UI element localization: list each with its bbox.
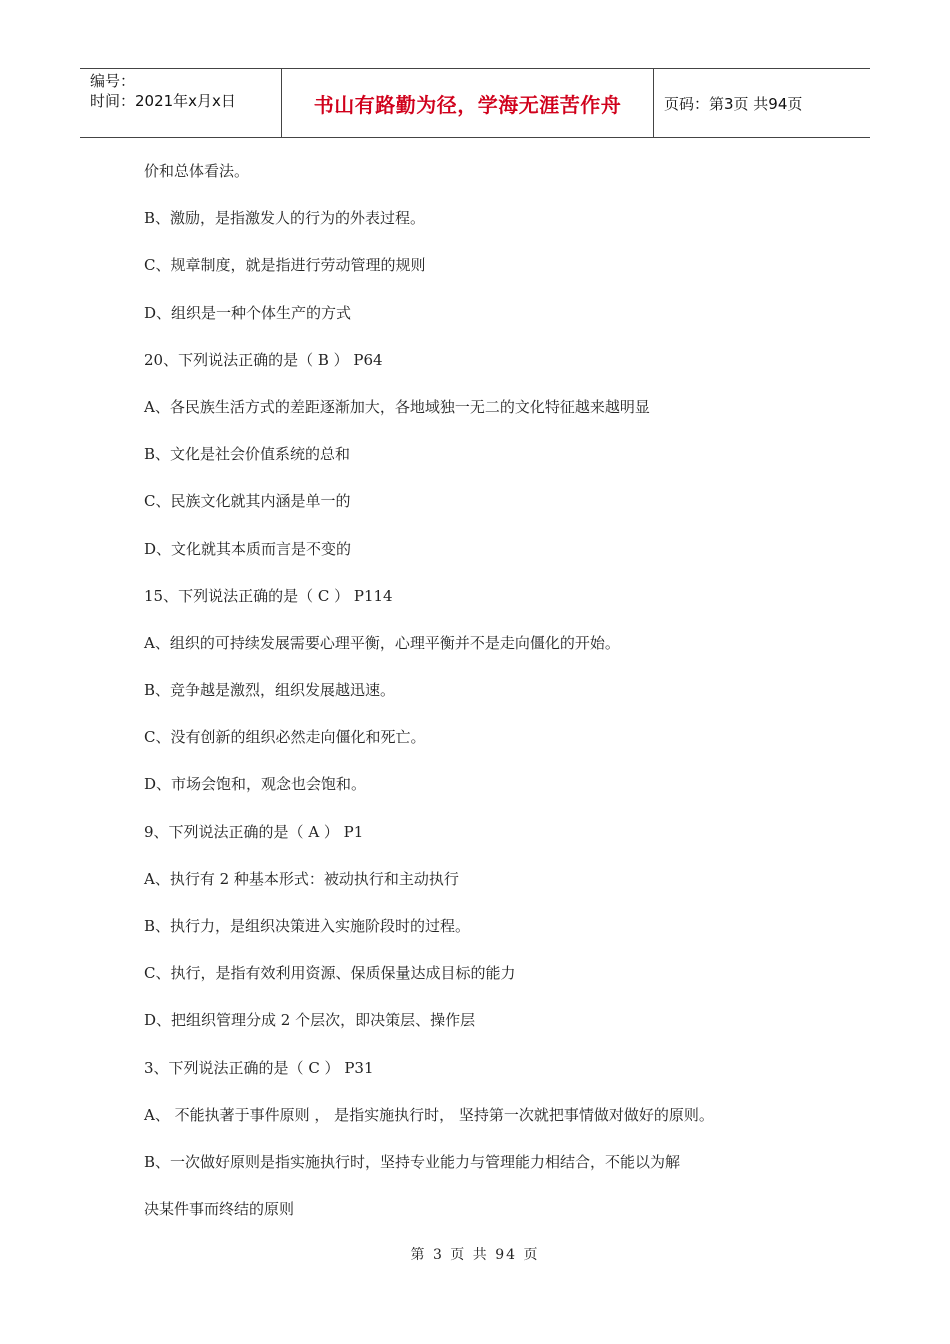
text-line: C、民族文化就其内涵是单一的	[144, 492, 351, 511]
text-line: C、规章制度，就是指进行劳动管理的规则	[144, 256, 426, 275]
document-number-label: 编号：	[90, 72, 136, 90]
question-line: 3、下列说法正确的是（ C ） P31	[144, 1058, 374, 1077]
header-page-number: 页码：第3页 共94页	[664, 94, 803, 113]
text-line: B、一次做好原则是指实施执行时，坚持专业能力与管理能力相结合，不能以为解	[144, 1152, 681, 1171]
text-line: 决某件事而终结的原则	[144, 1200, 295, 1219]
document-time-label: 时间：2021年x月x日	[90, 92, 236, 110]
page-header	[80, 68, 870, 138]
text-line: A、各民族生活方式的差距逐渐加大，各地域独一无二的文化特征越来越明显	[144, 397, 650, 416]
text-line: D、把组织管理分成 2 个层次，即决策层、操作层	[144, 1011, 476, 1030]
text-line: B、竞争越是激烈，组织发展越迅速。	[144, 681, 396, 700]
document-body	[144, 156, 824, 1241]
text-line: 价和总体看法。	[144, 162, 250, 180]
question-line: 20、下列说法正确的是（ B ） P64	[144, 350, 383, 369]
text-line: D、市场会饱和，观念也会饱和。	[144, 775, 367, 794]
text-line: C、执行，是指有效利用资源、保质保量达成目标的能力	[144, 964, 516, 983]
header-meta	[80, 69, 282, 137]
page-footer: 第 3 页 共 94 页	[410, 1247, 540, 1263]
text-line: B、文化是社会价值系统的总和	[144, 445, 351, 464]
text-line: A、 不能执著于事件原则 ， 是指实施执行时， 坚持第一次就把事情做对做好的原则。	[144, 1105, 714, 1124]
text-line: A、执行有 2 种基本形式：被动执行和主动执行	[144, 869, 459, 888]
text-line: D、文化就其本质而言是不变的	[144, 539, 352, 558]
text-line: C、没有创新的组织必然走向僵化和死亡。	[144, 728, 426, 747]
text-line: B、激励，是指激发人的行为的外表过程。	[144, 209, 426, 228]
text-line: A、组织的可持续发展需要心理平衡，心理平衡并不是走向僵化的开始。	[144, 633, 620, 652]
text-line: B、执行力，是组织决策进入实施阶段时的过程。	[144, 917, 471, 935]
header-motto: 书山有路勤为径，学海无涯苦作舟	[282, 69, 654, 137]
question-line: 15、下列说法正确的是（ C ） P114	[144, 586, 393, 605]
question-line: 9、下列说法正确的是（ A ） P1	[144, 822, 364, 841]
text-line: D、组织是一种个体生产的方式	[144, 303, 352, 322]
